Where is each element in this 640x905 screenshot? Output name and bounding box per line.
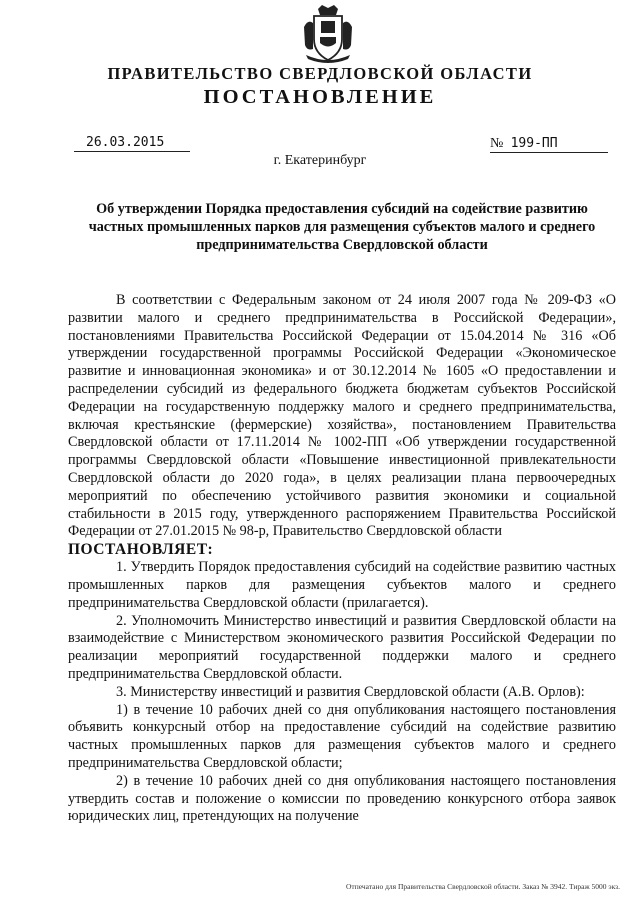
sverdlovsk-coat-of-arms-icon	[302, 5, 354, 63]
document-type: ПОСТАНОВЛЕНИЕ	[203, 86, 437, 108]
number-sign: №	[490, 136, 504, 151]
document-title: Об утверждении Порядка предоставления субсидий на содействие развитию частных промышленных парков для размещения субъектов малого и среднего предпринимательства Свердловской области	[88, 201, 596, 253]
document-body	[68, 292, 616, 826]
document-number	[490, 135, 608, 153]
item-1: 1. Утвердить Порядок предоставления субсидий на содействие развитию частных промышленных парков для размещения субъектов малого и среднего предпринимательства Свердловской области (прилагается).	[68, 559, 616, 611]
preamble: В соответствии с Федеральным законом от 24 июля 2007 года № 209-ФЗ «О развитии малого и среднего предпринимательства в Российской Федерации», постановлениями Правительства Российской Федерации от 15.04.2014 № 316 «Об утверждении государственной программы Российской Федерации «Экономическое развитие и инновационная экономика» и от 30.12.2014 № 1605 «О предоставлении и распределении субсидий из федерального бюджета бюджетам субъектов Российской Федерации на государственную поддержку малого и среднего предпринимательства, включая крестьянские (фермерские) хозяйства», постановлением Правительства Свердловской области от 17.11.2014 № 1002-ПП «Об утверждении государственной программы Свердловской области «Повышение инвестиционной привлекательности Свердловской области до 2020 года», в целях реализации плана первоочередных мероприятий по обеспечению устойчивого развития экономики и социальной стабильности в 2015 году, утвержденного распоряжением Правительства Российской Федерации от 27.01.2015 № 98-р, Правительство Свердловской области	[68, 292, 616, 540]
government-title: ПРАВИТЕЛЬСТВО СВЕРДЛОВСКОЙ ОБЛАСТИ	[107, 64, 533, 83]
item-3-1: 1) в течение 10 рабочих дней со дня опубликования настоящего постановления объявить конкурсный отбор на предоставление субсидий на содействие развитию частных промышленных парков для размещения субъектов малого и среднего предпринимательства Свердловской области;	[68, 701, 616, 771]
document-date: 26.03.2015	[74, 135, 190, 152]
item-2: 2. Уполномочить Министерство инвестиций и развития Свердловской области на взаимодействие с Министерством экономического развития Российской Федерации по реализации мероприятий государственной поддержки малого и среднего предпринимательства Свердловской области.	[68, 612, 616, 682]
print-footer: Отпечатано для Правительства Свердловской области. Заказ № 3942. Тираж 5000 экз.	[346, 882, 620, 891]
decree-heading: ПОСТАНОВЛЯЕТ:	[68, 541, 214, 559]
item-3: 3. Министерству инвестиций и развития Свердловской области (А.В. Орлов):	[116, 683, 585, 700]
number-value: 199-ПП	[510, 136, 558, 151]
item-3-2: 2) в течение 10 рабочих дней со дня опубликования настоящего постановления утвердить состав и положение о комиссии по проведению конкурсного отбора заявок юридических лиц, претендующих на получение	[68, 772, 616, 825]
city: г. Екатеринбург	[273, 153, 367, 168]
